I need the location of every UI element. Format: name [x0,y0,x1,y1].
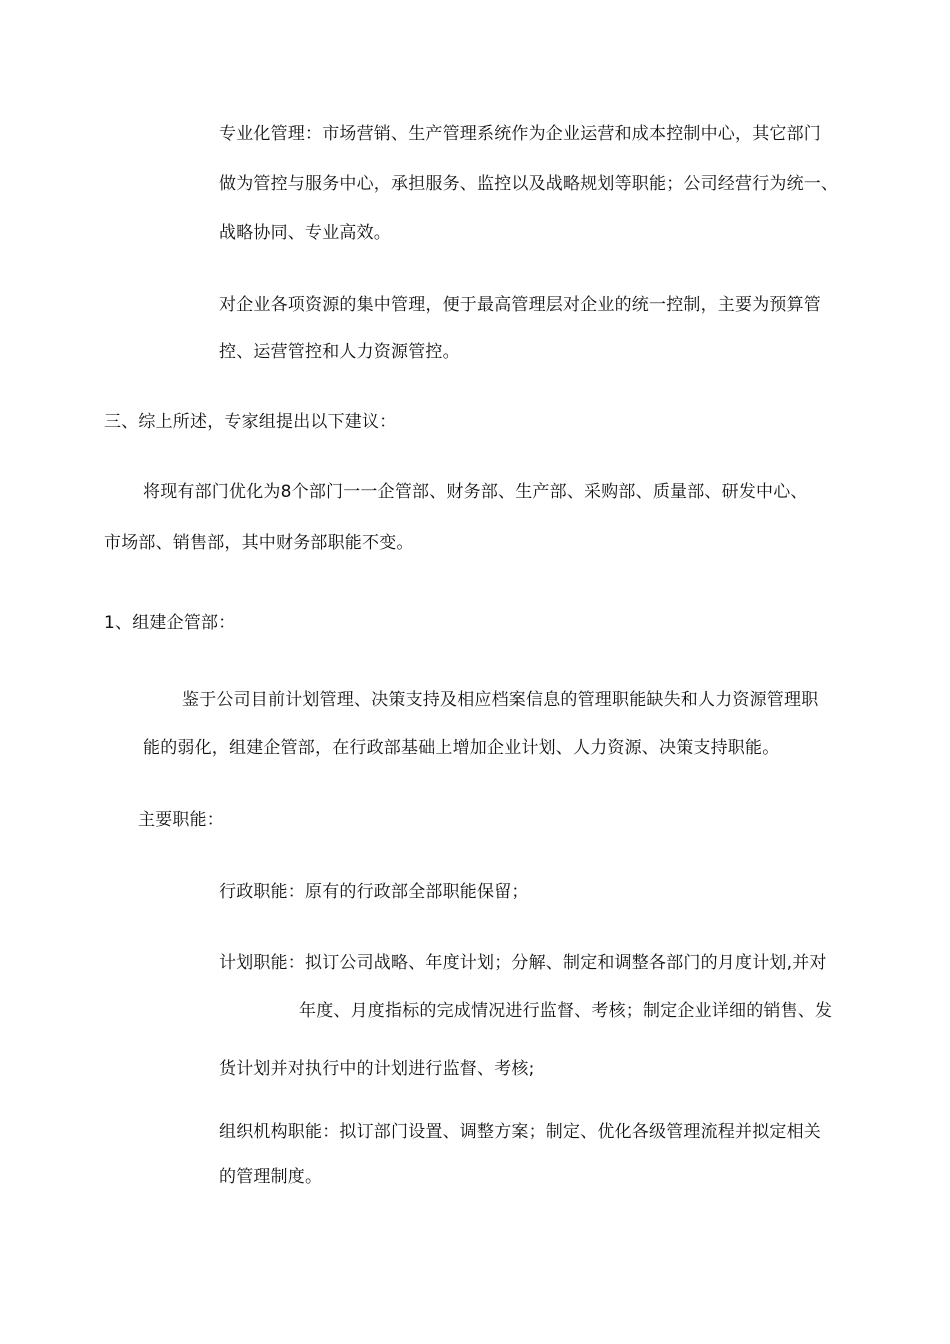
para-specialized-mgmt-line-1: 专业化管理：市场营销、生产管理系统作为企业运营和成本控制中心，其它部门 [219,124,821,144]
plan-function-line-1: 计划职能：拟订公司战略、年度计划；分解、制定和调整各部门的月度计划,并对 [219,953,827,973]
para-resource-mgmt-line-1: 对企业各项资源的集中管理，便于最高管理层对企业的统一控制，主要为预算管 [219,295,821,315]
para-proposal-line-1: 将现有部门优化为8个部门一一企管部、财务部、生产部、采购部、质量部、研发中心、 [143,482,808,502]
main-functions-label: 主要职能： [138,810,224,830]
admin-function-text: 行政职能：原有的行政部全部职能保留； [219,882,529,902]
org-function-line-2: 的管理制度。 [219,1167,323,1187]
org-function-line-1: 组织机构职能：拟订部门设置、调整方案；制定、优化各级管理流程并拟定相关 [219,1122,821,1142]
para-item-1-line-1: 鉴于公司目前计划管理、决策支持及相应档案信息的管理职能缺失和人力资源管理职 [182,690,819,710]
para-resource-mgmt-line-2: 控、运营管控和人力资源管控。 [219,342,460,362]
para-proposal-line-2: 市场部、销售部，其中财务部职能不变。 [104,533,414,553]
section-3-heading: 三、综上所述，专家组提出以下建议： [104,412,397,432]
para-specialized-mgmt-line-3: 战略协同、专业高效。 [219,223,391,243]
item-1-heading: 1、组建企管部： [104,613,236,633]
plan-function-line-2: 年度、月度指标的完成情况进行监督、考核；制定企业详细的销售、发 [299,1001,833,1021]
para-item-1-line-2: 能的弱化，组建企管部，在行政部基础上增加企业计划、人力资源、决策支持职能。 [143,738,780,758]
plan-function-line-3: 货计划并对执行中的计划进行监督、考核; [219,1059,535,1079]
para-specialized-mgmt-line-2: 做为管控与服务中心，承担服务、监控以及战略规划等职能；公司经营行为统一、 [219,174,839,194]
